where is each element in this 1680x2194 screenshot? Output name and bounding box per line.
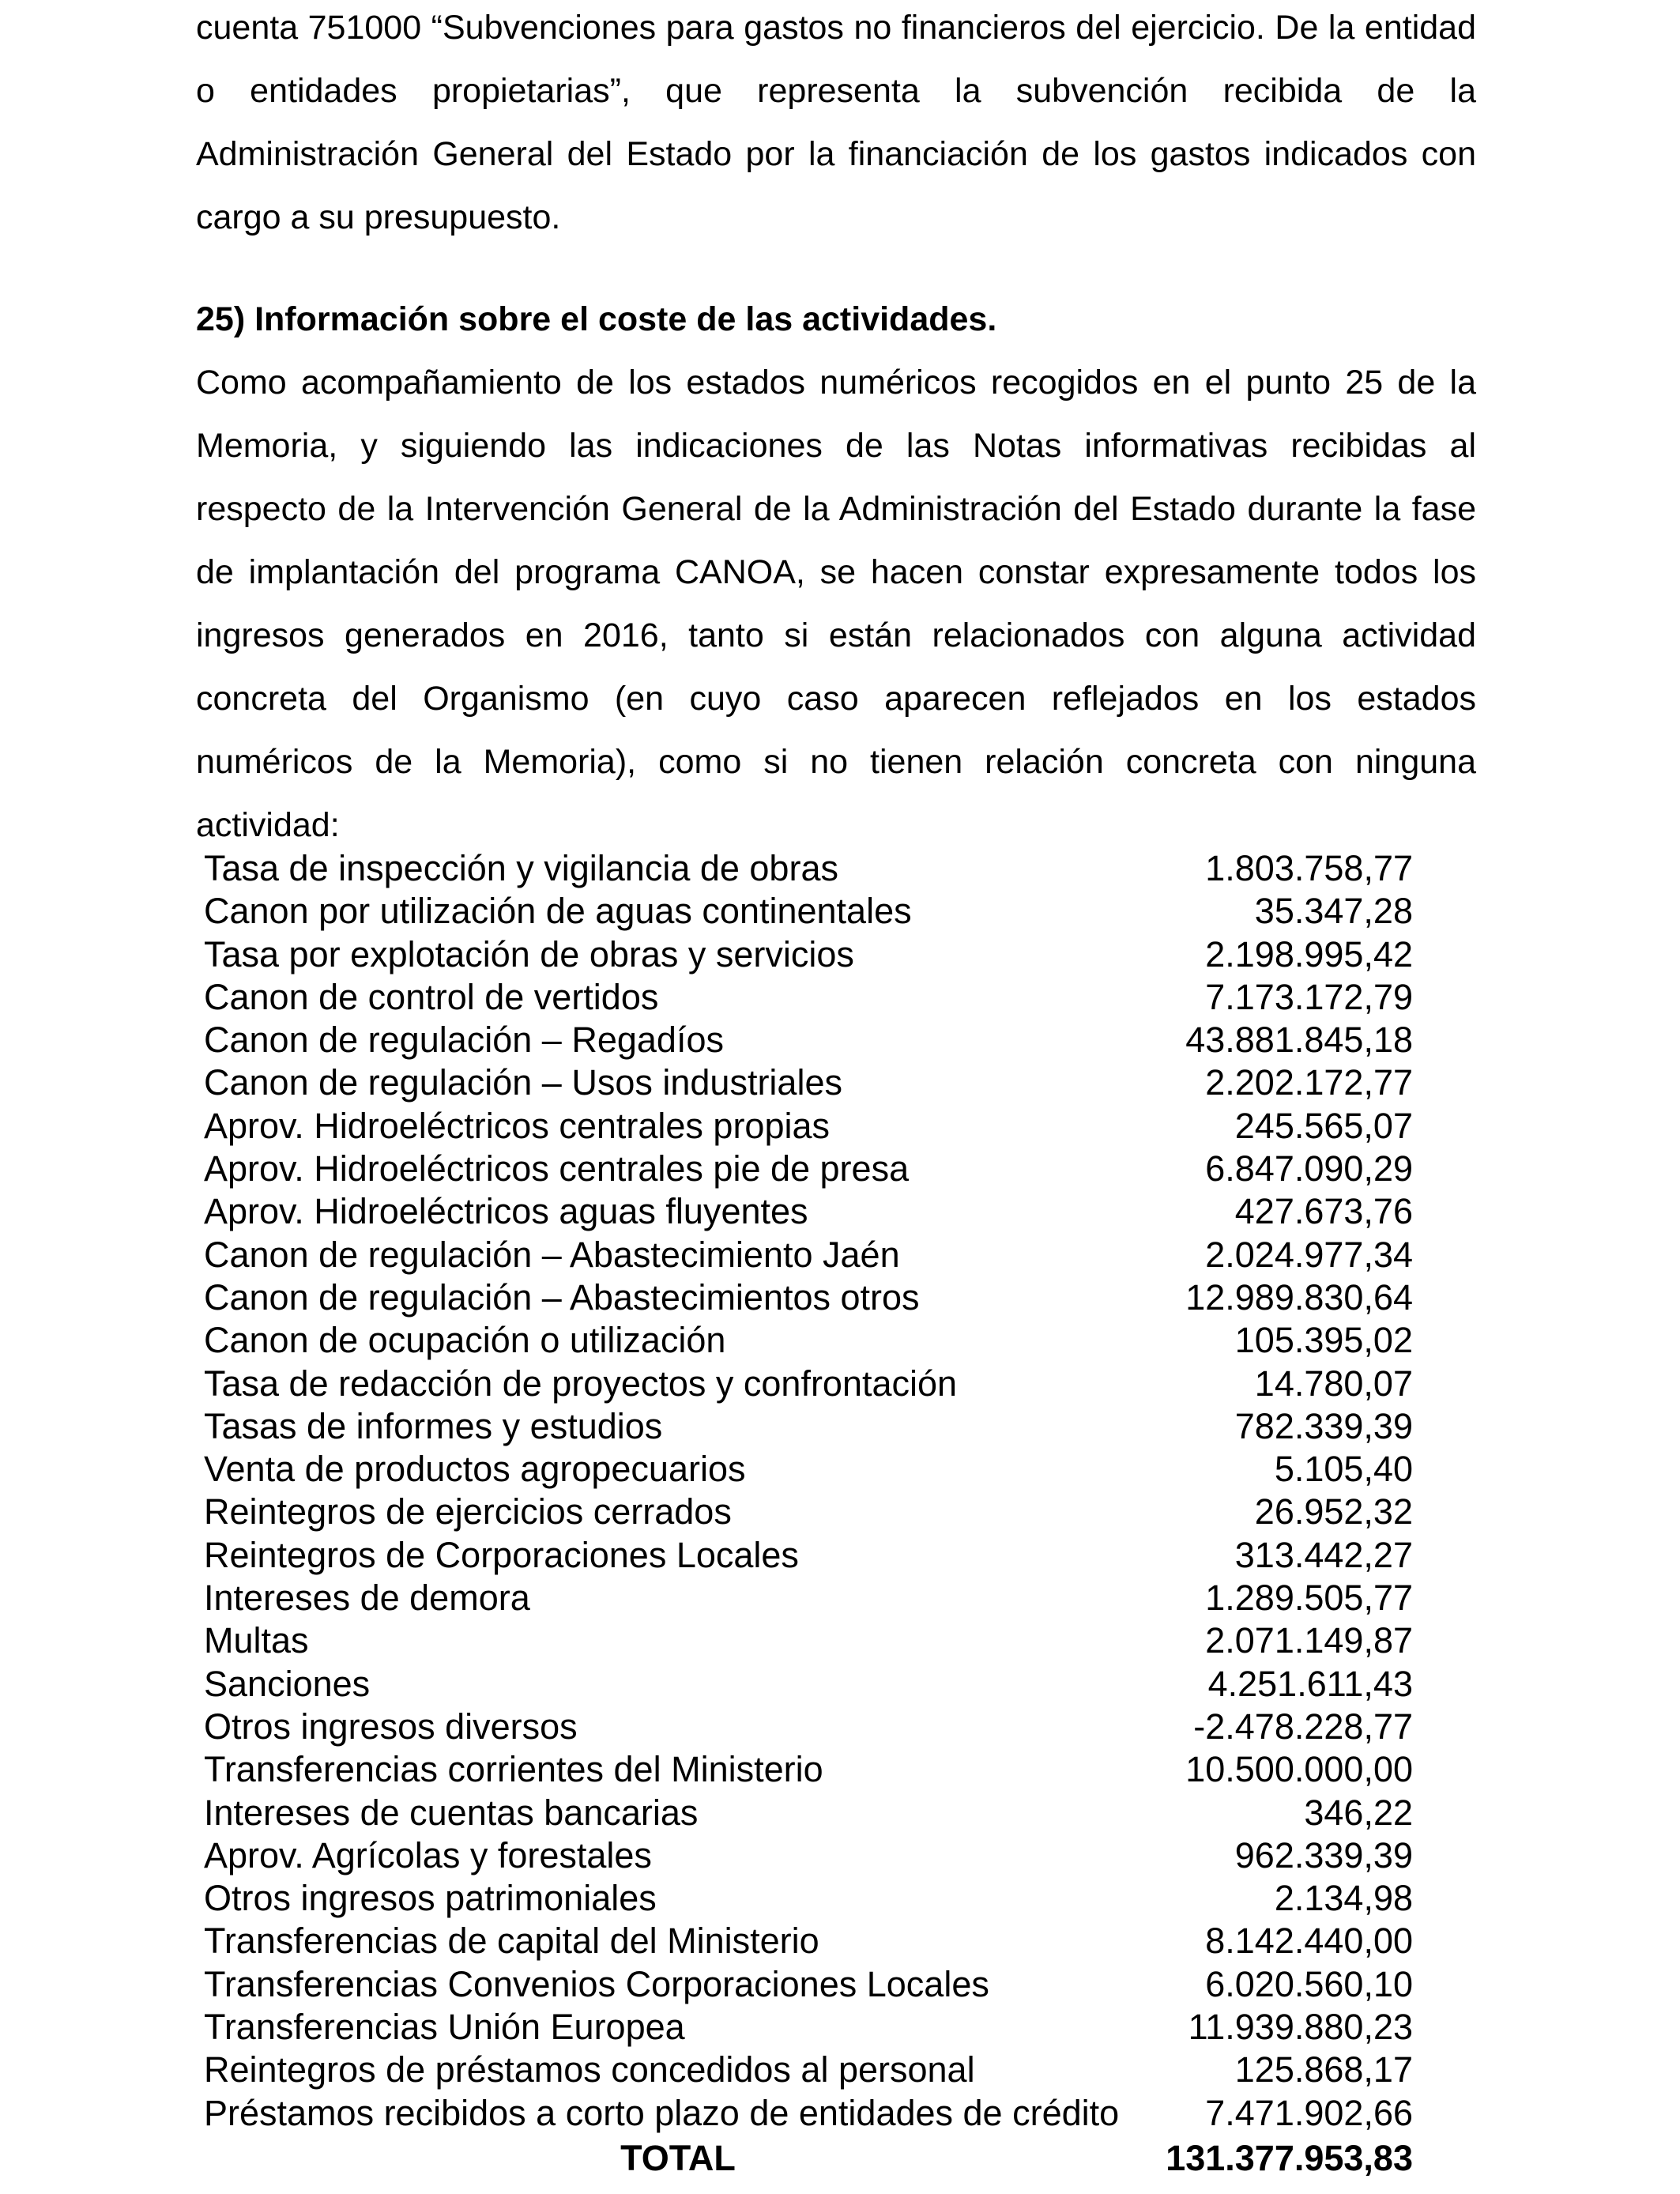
table-row xyxy=(204,1877,1413,1920)
row-concept: Aprov. Hidroeléctricos centrales pie de presa xyxy=(204,1148,910,1189)
row-concept: Reintegros de préstamos concedidos al personal xyxy=(204,2049,975,2090)
table-row xyxy=(204,1963,1413,2006)
row-concept: Otros ingresos diversos xyxy=(204,1706,578,1747)
table-row xyxy=(204,1234,1413,1276)
row-concept: Transferencias Convenios Corporaciones Locales xyxy=(204,1963,989,2004)
row-concept: Canon por utilización de aguas continentales xyxy=(204,891,912,932)
table-row xyxy=(204,890,1413,933)
row-amount: 105.395,02 xyxy=(1234,1320,1413,1361)
row-amount: 12.989.830,64 xyxy=(1185,1276,1413,1318)
row-concept: Tasa por explotación de obras y servicios xyxy=(204,933,854,974)
row-concept: Multas xyxy=(204,1620,309,1661)
row-amount: 8.142.440,00 xyxy=(1205,1921,1413,1962)
row-amount: 1.803.758,77 xyxy=(1205,848,1413,888)
row-concept: Venta de productos agropecuarios xyxy=(204,1449,746,1490)
row-amount: 2.071.149,87 xyxy=(1205,1620,1413,1661)
table-row xyxy=(204,1534,1413,1577)
row-concept: Canon de regulación – Abastecimientos otros xyxy=(204,1276,920,1318)
table-row xyxy=(204,1148,1413,1190)
row-amount: 2.198.995,42 xyxy=(1205,933,1413,974)
table-row xyxy=(204,1663,1413,1706)
row-concept: Reintegros de ejercicios cerrados xyxy=(204,1491,732,1532)
total-row xyxy=(204,2135,1413,2182)
row-concept: Tasa de inspección y vigilancia de obras xyxy=(204,848,838,888)
row-amount: 2.202.172,77 xyxy=(1205,1062,1413,1103)
row-concept: Canon de regulación – Abastecimiento Jaén xyxy=(204,1234,900,1275)
row-amount: 346,22 xyxy=(1304,1792,1413,1833)
row-amount: 427.673,76 xyxy=(1234,1191,1413,1232)
row-amount: 782.339,39 xyxy=(1234,1405,1413,1446)
row-concept: Reintegros de Corporaciones Locales xyxy=(204,1534,799,1575)
row-amount: 2.134,98 xyxy=(1274,1878,1413,1919)
table-row xyxy=(204,1405,1413,1448)
table-row xyxy=(204,1577,1413,1619)
row-amount: 4.251.611,43 xyxy=(1207,1663,1413,1704)
row-amount: 10.500.000,00 xyxy=(1185,1749,1413,1790)
row-amount: 7.471.902,66 xyxy=(1205,2092,1413,2133)
intro-paragraph: cuenta 751000 “Subvenciones para gastos no financieros del ejercicio. De la entidad o entidades propietarias”, que representa la subvención recibida de la Administración General del Estado por la financiación de los gastos indicados con cargo a su presupuesto. xyxy=(196,9,1476,236)
row-concept: Canon de regulación – Usos industriales xyxy=(204,1062,842,1103)
table-row xyxy=(204,2006,1413,2049)
table-row xyxy=(204,933,1413,976)
row-amount: 11.939.880,23 xyxy=(1188,2007,1413,2048)
row-amount: 35.347,28 xyxy=(1254,891,1413,932)
row-amount: 1.289.505,77 xyxy=(1205,1578,1413,1619)
total-amount: 131.377.953,83 xyxy=(1166,2137,1413,2178)
row-concept: Transferencias de capital del Ministerio xyxy=(204,1921,819,1962)
row-amount: 6.020.560,10 xyxy=(1205,1963,1413,2004)
row-amount: 2.024.977,34 xyxy=(1205,1234,1413,1275)
table-row xyxy=(204,1190,1413,1233)
table-row xyxy=(204,1019,1413,1061)
table-row xyxy=(204,1491,1413,1533)
total-label: TOTAL xyxy=(620,2137,736,2178)
table-row xyxy=(204,2049,1413,2091)
row-concept: Intereses de demora xyxy=(204,1578,530,1619)
row-amount: 5.105,40 xyxy=(1274,1449,1413,1490)
row-concept: Intereses de cuentas bancarias xyxy=(204,1792,699,1833)
table-row xyxy=(204,847,1413,890)
row-concept: Canon de regulación – Regadíos xyxy=(204,1020,724,1061)
row-amount: 14.780,07 xyxy=(1254,1363,1413,1404)
row-amount: 26.952,32 xyxy=(1254,1491,1413,1532)
row-concept: Tasas de informes y estudios xyxy=(204,1405,663,1446)
row-amount: -2.478.228,77 xyxy=(1193,1706,1413,1747)
row-concept: Otros ingresos patrimoniales xyxy=(204,1878,657,1919)
row-amount: 313.442,27 xyxy=(1234,1534,1413,1575)
row-amount: 7.173.172,79 xyxy=(1205,976,1413,1017)
section-heading: 25) Información sobre el coste de las actividades. xyxy=(196,300,997,338)
row-amount: 6.847.090,29 xyxy=(1205,1148,1413,1189)
table-row xyxy=(204,1105,1413,1148)
table-row xyxy=(204,1834,1413,1877)
table-row xyxy=(204,1706,1413,1748)
row-amount: 43.881.845,18 xyxy=(1185,1020,1413,1061)
income-table xyxy=(204,847,1413,2182)
table-row xyxy=(204,1319,1413,1362)
table-row xyxy=(204,1363,1413,1405)
row-concept: Canon de control de vertidos xyxy=(204,976,659,1017)
table-row xyxy=(204,1920,1413,1962)
table-row xyxy=(204,1792,1413,1834)
section-paragraph: Como acompañamiento de los estados numéricos recogidos en el punto 25 de la Memoria, y siguiendo las indicaciones de las Notas informativas recibidas al respecto de la Intervención General de la Administración del Estado durante la fase de implantación del programa CANOA, se hacen constar expresamente todos los ingresos generados en 2016, tanto si están relacionados con alguna actividad concreta del Organismo (en cuyo caso aparecen reflejados en los estados numéricos de la Memoria), como si no tienen relación concreta con ninguna actividad: xyxy=(196,364,1476,844)
table-row xyxy=(204,1448,1413,1491)
row-amount: 125.868,17 xyxy=(1234,2049,1413,2090)
row-amount: 245.565,07 xyxy=(1234,1105,1413,1146)
row-amount: 962.339,39 xyxy=(1234,1834,1413,1875)
row-concept: Aprov. Hidroeléctricos centrales propias xyxy=(204,1105,831,1146)
table-row xyxy=(204,1748,1413,1791)
income-table-body xyxy=(204,847,1413,2182)
table-row xyxy=(204,2092,1413,2135)
row-concept: Transferencias Unión Europea xyxy=(204,2007,685,2048)
table-row xyxy=(204,1619,1413,1662)
row-concept: Aprov. Agrícolas y forestales xyxy=(204,1834,652,1875)
row-concept: Aprov. Hidroeléctricos aguas fluyentes xyxy=(204,1191,808,1232)
row-concept: Canon de ocupación o utilización xyxy=(204,1320,726,1361)
table-row xyxy=(204,1061,1413,1104)
table-row xyxy=(204,976,1413,1019)
row-concept: Sanciones xyxy=(204,1663,371,1704)
row-concept: Transferencias corrientes del Ministerio xyxy=(204,1749,823,1790)
table-row xyxy=(204,1276,1413,1319)
row-concept: Préstamos recibidos a corto plazo de entidades de crédito xyxy=(204,2092,1120,2133)
row-concept: Tasa de redacción de proyectos y confrontación xyxy=(204,1363,958,1404)
